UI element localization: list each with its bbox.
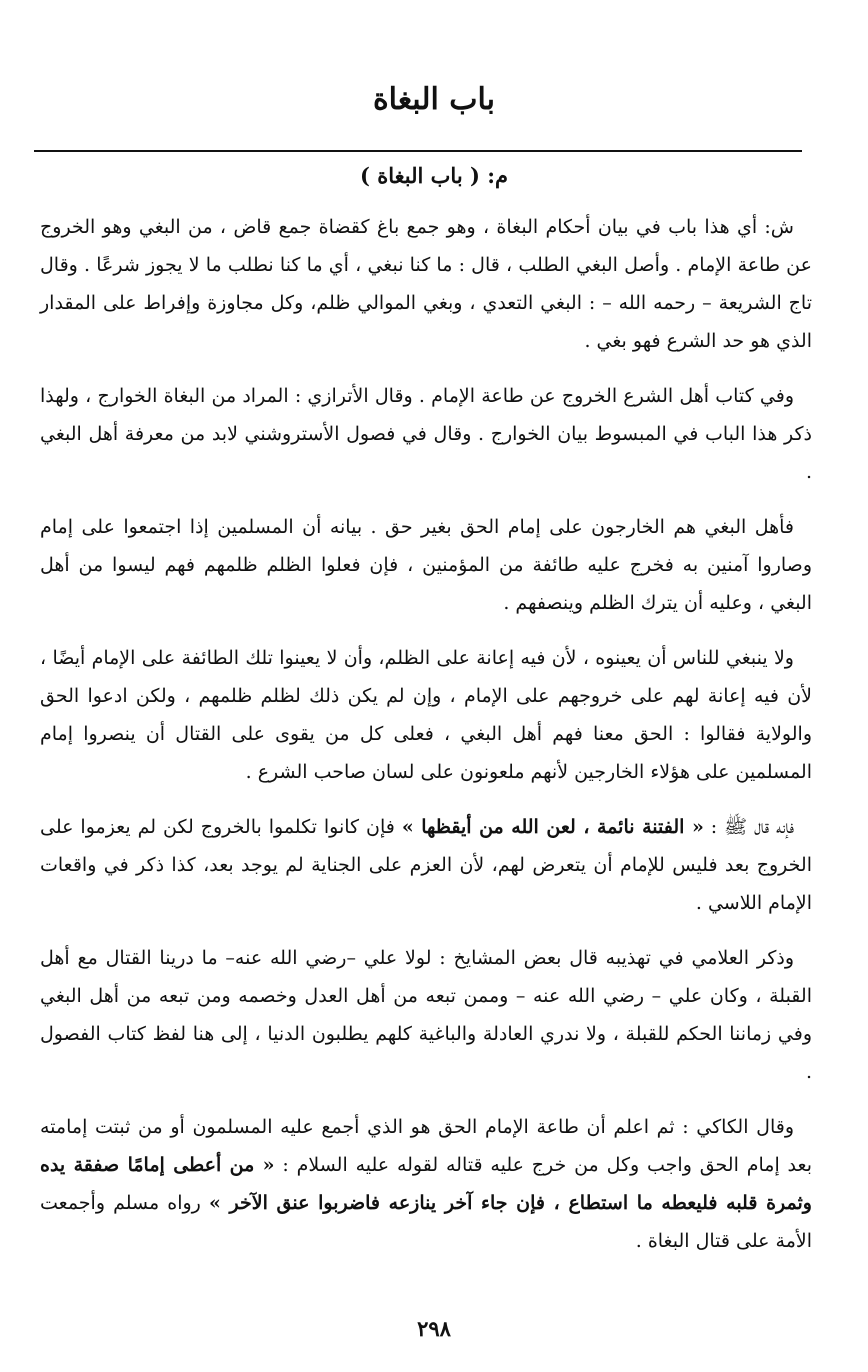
paragraph-2: وفي كتاب أهل الشرع الخروج عن طاعة الإمام . وقال الأترازي : المراد من البغاة الخوارج ، ولهذا ذكر هذا الباب في المبسوط بيان الخوارج . وقال في فصول الأستروشني لابد من معرفة أهل البغي . [40,385,812,483]
paragraph-3: فأهل البغي هم الخارجون على إمام الحق بغير حق . بيانه أن المسلمين إذا اجتمعوا على إمام وصاروا آمنين به فخرج عليه طائفة من المؤمنين ، فإن فعلوا الظلم ظلمهم فهم ليسوا من أهل البغي ، وعليه أن يترك الظلم وينصفهم . [40,516,812,614]
section-heading: م: ( باب البغاة ) [360,163,508,188]
commentary-body [40,208,812,1277]
paragraph-7-rest: رواه مسلم وأجمعت الأمة على قتال البغاة . [40,1192,812,1252]
paragraph-5 [40,808,812,922]
paragraph-5-intro: فإنه قال ﷺ : [703,816,794,838]
paragraph-4: ولا ينبغي للناس أن يعينوه ، لأن فيه إعانة على الظلم، وأن لا يعينوا تلك الطائفة على الإمام أيضًا ، لأن فيه إعانة لهم على خروجهم على الإمام ، وإن لم يكن ذلك لظلم ظلمهم ، ولكن ادعوا الحق والولاية فقالوا : الحق معنا فهم أهل البغي ، فعلى كل من يقوى على القتال أن ينصروا إمام المسلمين على هؤلاء الخارجين لأنهم ملعونون على لسان صاحب الشرع . [40,647,812,783]
paragraph-1: ش: أي هذا باب في بيان أحكام البغاة ، وهو جمع باغ كقضاة جمع قاض ، من البغي وهو الخروج عن طاعة الإمام . وأصل البغي الطلب ، قال : ما كنا نبغي ، أي ما كنا نطلب ما لا يجوز شرعًا . وقال تاج الشريعة – رحمه الله – : البغي التعدي ، وبغي الموالي ظلم، وكل مجاوزة وإفراط على المقدار الذي هو حد الشرع فهو بغي . [40,216,812,352]
hadith-quote: « من أعطى إمامًا صفقة يده وثمرة قلبه فليعطه ما استطاع ، فإن جاء آخر ينازعه فاضربوا عنق الآخر » [40,1154,812,1214]
paragraph-7-intro: وقال الكاكي : ثم اعلم أن طاعة الإمام الحق هو الذي أجمع عليه المسلمون أو من ثبتت إمامته بعد إمام الحق واجب وكل من خرج عليه قتاله لقوله عليه السلام : [40,1116,812,1176]
hadith-quote: « الفتنة نائمة ، لعن الله من أيقظها » [401,816,704,838]
paragraph-7 [40,1108,812,1260]
page-number: ٢٩٨ [417,1316,451,1341]
paragraph-6: وذكر العلامي في تهذيبه قال بعض المشايخ : لولا علي –رضي الله عنه– ما درينا القتال مع أهل القبلة ، وكان علي – رضي الله عنه – وممن تبعه من أهل العدل وخصمه ومن تبعه من أهل البغي وفي زماننا الحكم للقبلة ، ولا ندري العادلة والباغية كلهم يطلبون الدنيا ، إلى هنا لفظ كتاب الفصول . [40,947,812,1083]
header-divider [34,150,802,152]
chapter-title: باب البغاة [372,82,496,117]
paragraph-5-rest: فإن كانوا تكلموا بالخروج لكن لم يعزموا على الخروج بعد فليس للإمام أن يتعرض لهم، لأن العزم على الجناية لم يوجد بعد، كذا ذكر في واقعات الإمام اللاسي . [40,816,812,914]
